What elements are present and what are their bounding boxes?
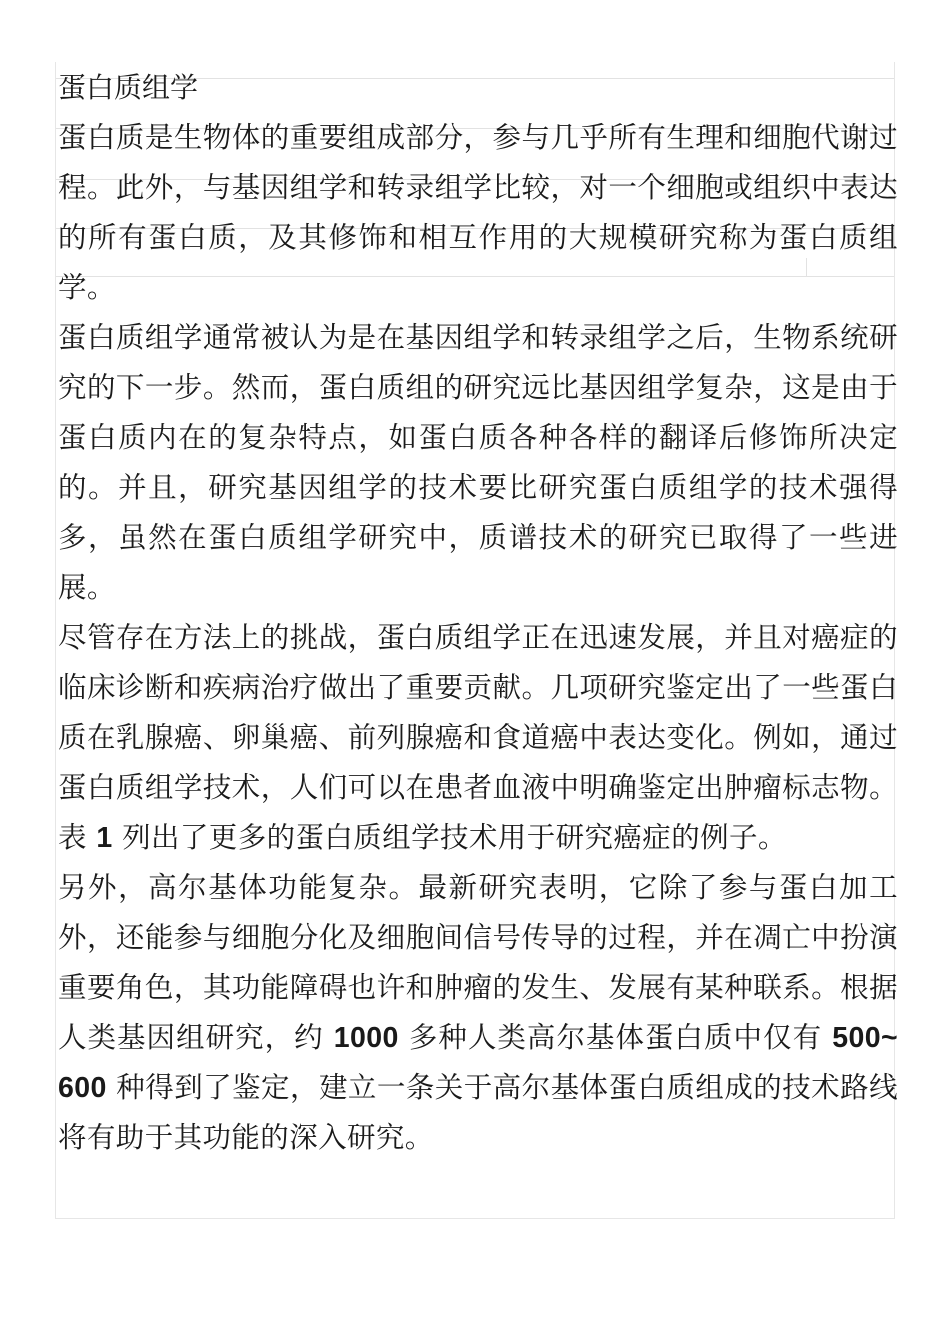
paragraph (58, 313, 898, 613)
paragraph (58, 113, 898, 313)
identified-count: 500~600 (58, 1022, 898, 1104)
document-title: 蛋白质组学 (58, 71, 199, 104)
paragraph-text: 列出了更多的蛋白质组学技术用于研究癌症的例子。 (112, 821, 787, 854)
paragraph-text: 多种人类高尔基体蛋白质中仅有 (398, 1021, 833, 1054)
paragraph-text: 另外，高尔基体功能复杂。最新研究表明，它除了参与蛋白加工外，还能参与细胞分化及细胞间信号传导的过程，并在凋亡中扮演重要角色，其功能障碍也许和肿瘤的发生、发展有某种联系。根据人类基因组研究，约 (58, 871, 898, 1054)
document-body (58, 63, 898, 1163)
paragraph (58, 613, 898, 863)
paragraph (58, 863, 898, 1163)
paragraph-text: 蛋白质组学通常被认为是在基因组学和转录组学之后，生物系统研究的下一步。然而，蛋白质组的研究远比基因组学复杂，这是由于蛋白质内在的复杂特点，如蛋白质各种各样的翻译后修饰所决定的。并且，研究基因组学的技术要比研究蛋白质组学的技术强得多，虽然在蛋白质组学研究中，质谱技术的研究已取得了一些进展。 (58, 321, 898, 604)
paragraph-text: 尽管存在方法上的挑战，蛋白质组学正在迅速发展，并且对癌症的临床诊断和疾病治疗做出了重要贡献。几项研究鉴定出了一些蛋白质在乳腺癌、卵巢癌、前列腺癌和食道癌中表达变化。例如，通过蛋白质组学技术，人们可以在患者血液中明确鉴定出肿瘤标志物。表 (58, 621, 898, 854)
paragraph-text: 种得到了鉴定，建立一条关于高尔基体蛋白质组成的技术路线将有助于其功能的深入研究。 (58, 1071, 898, 1154)
table-number: 1 (96, 822, 113, 854)
paragraph-text: 蛋白质是生物体的重要组成部分，参与几乎所有生理和细胞代谢过程。此外，与基因组学和转录组学比较，对一个细胞或组织中表达的所有蛋白质，及其修饰和相互作用的大规模研究称为蛋白质组学。 (58, 121, 898, 304)
protein-count: 1000 (333, 1022, 399, 1054)
